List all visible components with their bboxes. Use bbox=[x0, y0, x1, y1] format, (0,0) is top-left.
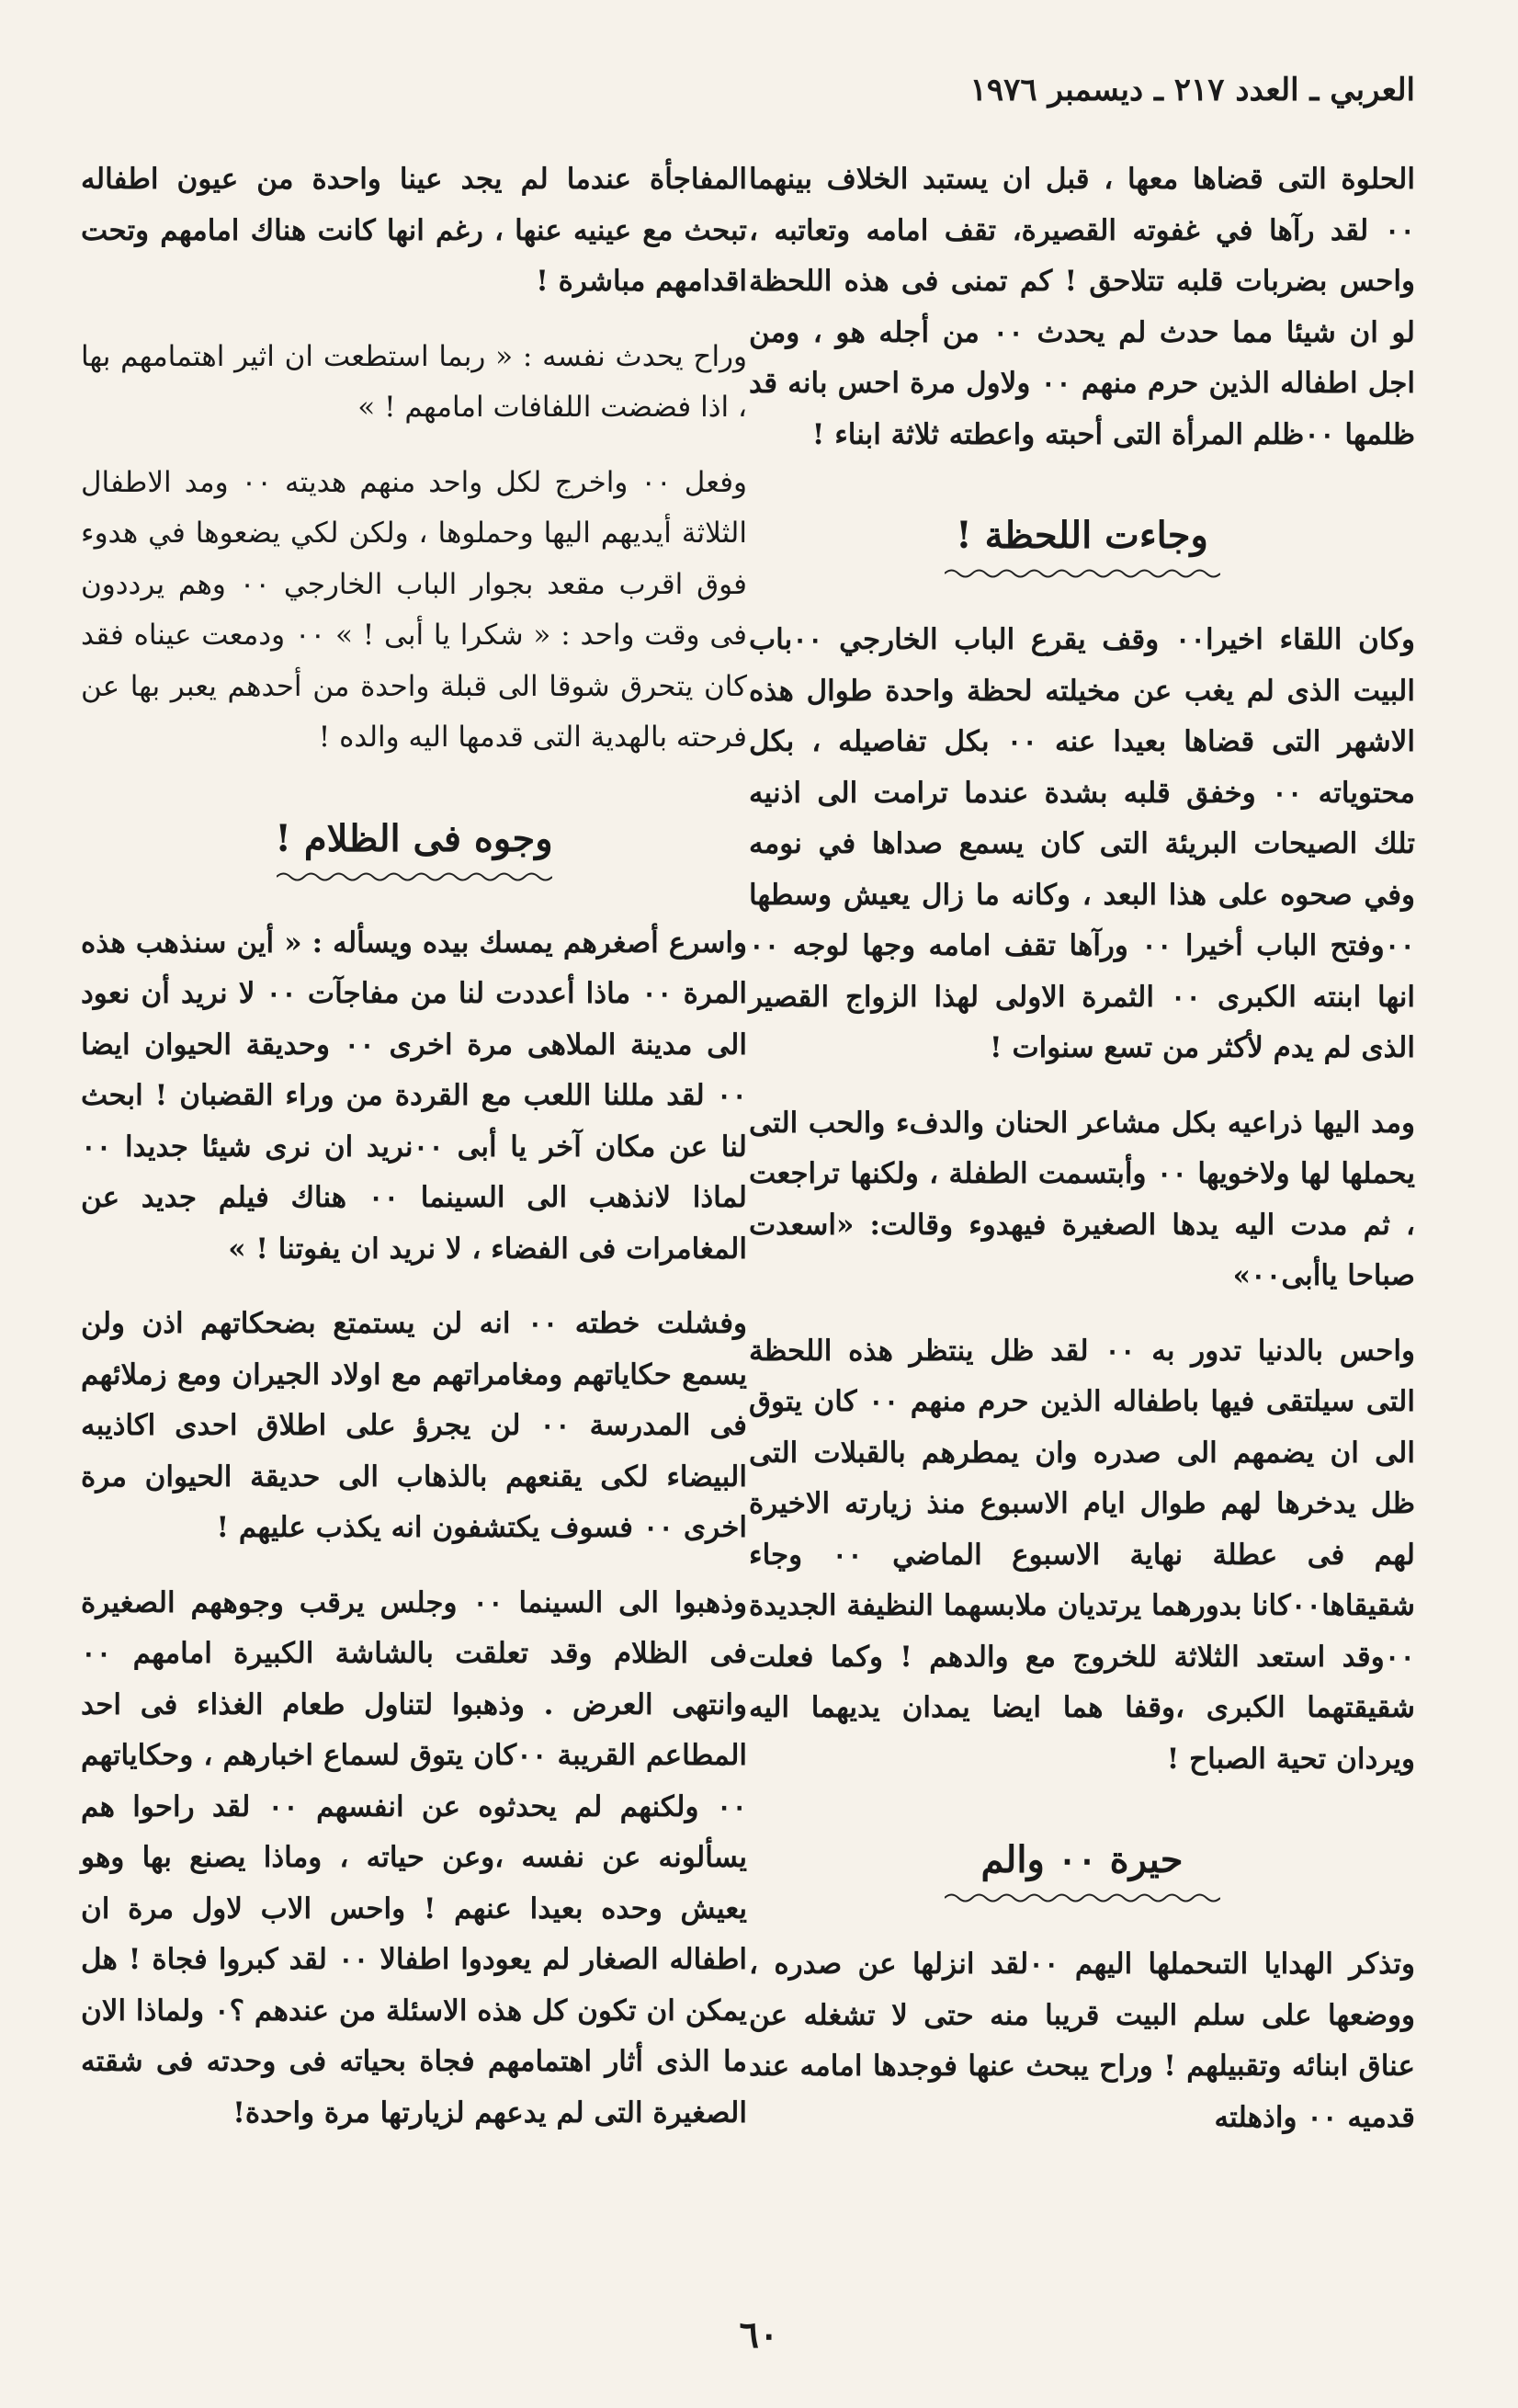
paragraph: ومد اليها ذراعيه بكل مشاعر الحنان والدفء والحب التى يحملها لها ولاخويها ٠٠ وأبتسمت الطفلة ، ولكنها تراجعت ، ثم مدت اليه يدها الصغيرة فيهدوء وقالت: «اسعدت صباحا ياأبى٠٠» bbox=[749, 1106, 1415, 1292]
right-column bbox=[749, 154, 1415, 2167]
section-heading: حيرة ٠٠ والم bbox=[980, 1838, 1184, 1881]
page-number: ٦٠ bbox=[739, 2313, 779, 2357]
paragraph: وذهبوا الى السينما ٠٠ وجلس يرقب وجوههم الصغيرة فى الظلام وقد تعلقت بالشاشة الكبيرة امامهم ٠٠ وانتهى العرض . وذهبوا لتناول طعام الغذاء فى احد المطاعم القريبة ٠٠كان يتوق لسماع اخبارهم ، وحكاياتهم ٠٠ ولكنهم لم يحدثوه عن انفسهم ٠٠ لقد راحوا هم يسألونه عن نفسه ،وعن حياته ، وماذا يصنع بها وهو يعيش وحده بعيدا عنهم ! واحس الاب لاول مرة ان اطفاله الصغار لم يعودوا اطفالا ٠٠ لقد كبروا فجاة ! هل يمكن ان تكون كل هذه الاسئلة من عندهم ؟٠ ولماذا الان ما الذى أثار اهتمامهم فجاة بحياته فى وحدته فى شقته الصغيرة التى لم يدعهم لزيارتها مرة واحدة! bbox=[81, 1585, 748, 2130]
heading-underline-ornament bbox=[945, 567, 1220, 580]
paragraph: وراح يحدث نفسه : « ربما استطعت ان اثير اهتمامهم بها ، اذا فضضت اللفافات امامهم ! » bbox=[81, 339, 747, 424]
heading-underline-ornament bbox=[277, 870, 552, 883]
paragraph: وفشلت خطته ٠٠ انه لن يستمتع بضحكاتهم اذن ولن يسمع حكاياتهم ومغامراتهم مع اولاد الجيران ومع زملائهم فى المدرسة ٠٠ لن يجرؤ على اطلاق احدى اكاذيبه البيضاء لكى يقنعهم بالذهاب الى حديقة الحيوان مرة اخرى ٠٠ فسوف يكتشفون انه يكذب عليهم ! bbox=[81, 1307, 748, 1544]
paragraph: واحس بالدنيا تدور به ٠٠ لقد ظل ينتظر هذه اللحظة التى سيلتقى فيها باطفاله الذين حرم منهم ٠٠ كان يتوق الى ان يضمهم الى صدره وان يمطرهم بالقبلات التى ظل يدخرها لهم طوال ايام الاسبوع منذ زيارته الاخيرة لهم فى عطلة نهاية الاسبوع الماضي ٠٠ وجاء شقيقاها٠٠كانا بدورهما يرتديان ملابسهما النظيفة الجديدة ٠٠وقد استعد الثلاثة للخروج مع والدهم ! وكما فعلت شقيقتهما الكبرى ،وقفا هما ايضا يمدان يديهما اليه ويردان تحية الصباح ! bbox=[749, 1334, 1416, 1776]
heading-underline-ornament bbox=[945, 1891, 1220, 1904]
paragraph: وتذكر الهدايا التىحملها اليهم ٠٠لقد انزلها عن صدره ، ووضعها على سلم البيت قريبا منه حتى لا تشغله عن عناق ابنائه وتقبيلهم ! وراح يبحث عنها فوجدها امامه عند قدميه ٠٠ واذهلته bbox=[749, 1948, 1415, 2134]
section-heading: وجاءت اللحظة ! bbox=[956, 514, 1208, 557]
paragraph: الحلوة التى قضاها معها ، قبل ان يستبد الخلاف بينهما ٠٠ لقد رآها في غفوته القصيرة، تقف امامه وتعاتبه ، واحس بضربات قلبه تتلاحق ! كم تمنى فى هذه اللحظة لو ان شيئا مما حدث لم يحدث ٠٠ من أجله هو ، ومن اجل اطفاله الذين حرم منهم ٠٠ ولاول مرة احس بانه قد ظلمها ٠٠ظلم المرأة التى أحبته واعطته ثلاثة ابناء ! bbox=[749, 163, 1415, 451]
running-header: العربي ـ العدد ٢١٧ ـ ديسمبر ١٩٧٦ bbox=[969, 72, 1415, 108]
paragraph: واسرع أصغرهم يمسك بيده ويسأله : « أين سنذهب هذه المرة ٠٠ ماذا أعددت لنا من مفاجآت ٠٠ لا نريد أن نعود الى مدينة الملاهى مرة اخرى ٠٠ وحديقة الحيوان ايضا ٠٠ لقد مللنا اللعب مع القردة من وراء القضبان ! ابحث لنا عن مكان آخر يا أبى ٠٠نريد ان نرى شيئا جديدا ٠٠ لماذا لانذهب الى السينما ٠٠ هناك فيلم جديد عن المغامرات فى الفضاء ، لا نريد ان يفوتنا ! » bbox=[81, 926, 748, 1266]
paragraph: المفاجأة عندما لم يجد عينا واحدة من عيون اطفاله تبحث مع عينيه عنها ، رغم انها كانت هناك امامهم وتحت اقدامهم مباشرة ! bbox=[81, 163, 747, 298]
paragraph: وكان اللقاء اخيرا٠٠ وقف يقرع الباب الخارجي ٠٠باب البيت الذى لم يغب عن مخيلته لحظة واحدة طوال هذه الاشهر التى قضاها بعيدا عنه ٠٠ بكل تفاصيله ، بكل محتوياته ٠٠ وخفق قلبه بشدة عندما ترامت الى اذنيه تلك الصيحات البريئة التى كان يسمع صداها في نومه وفي صحوه على هذا البعد ، وكانه ما زال يعيش وسطها ٠٠وفتح الباب أخيرا ٠٠ ورآها تقف امامه وجها لوجه ٠٠ انها ابنته الكبرى ٠٠ الثمرة الاولى لهذا الزواج القصير الذى لم يدم لأكثر من تسع سنوات ! bbox=[749, 623, 1416, 1064]
paragraph: وفعل ٠٠ واخرج لكل واحد منهم هديته ٠٠ ومد الاطفال الثلاثة أيديهم اليها وحملوها ، ولكن لكي يضعوها في هدوء فوق اقرب مقعد بجوار الباب الخارجي ٠٠ وهم يرددون فى وقت واحد : « شكرا يا أبى ! » ٠٠ ودمعت عيناه فقد كان يتحرق شوقا الى قبلة واحدة من أحدهم يعبر بها عن فرحته بالهدية التى قدمها اليه والده ! bbox=[81, 465, 747, 754]
section-heading: وجوه فى الظلام ! bbox=[275, 816, 553, 860]
left-column bbox=[81, 154, 747, 2163]
